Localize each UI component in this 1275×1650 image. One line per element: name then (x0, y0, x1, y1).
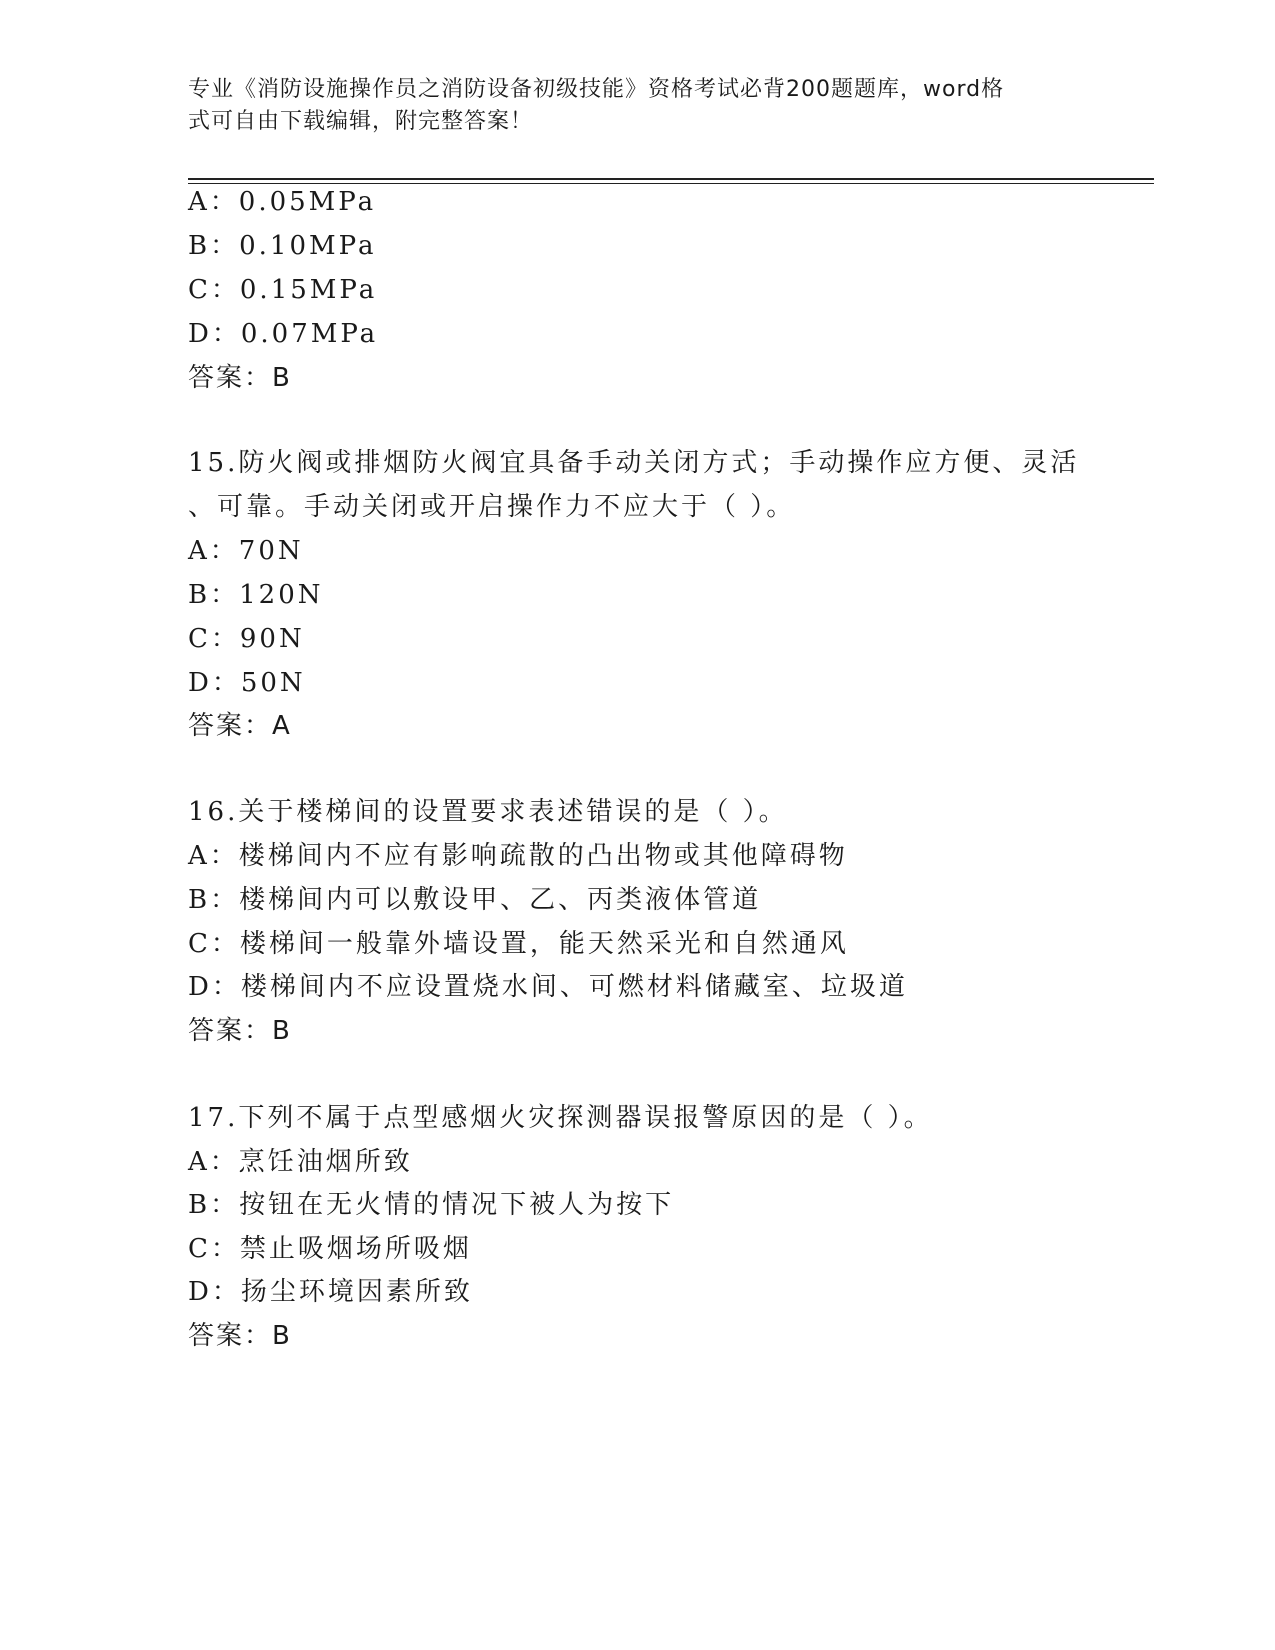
document-header (188, 74, 1068, 138)
q15-stem-line-1: 15.防火阀或排烟防火阀宜具备手动关闭方式；手动操作应方便、灵活 (188, 448, 1080, 478)
q15-answer: 答案：A (188, 711, 292, 741)
q15-option-d: D：50N (188, 668, 306, 698)
q14-option-c: C：0.15MPa (188, 275, 378, 305)
q16-option-d: D：楼梯间内不应设置烧水间、可燃材料储藏室、垃圾道 (188, 972, 908, 1002)
q14-option-a: A：0.05MPa (188, 187, 377, 217)
q15-option-c: C：90N (188, 624, 305, 654)
q17-option-b: B：按钮在无火情的情况下被人为按下 (188, 1190, 675, 1220)
q16-answer: 答案：B (188, 1016, 292, 1046)
q17-option-d: D：扬尘环境因素所致 (188, 1277, 473, 1307)
q16-option-a: A：楼梯间内不应有影响疏散的凸出物或其他障碍物 (188, 841, 848, 871)
q15-option-a: A：70N (188, 536, 304, 566)
q16-stem: 16.关于楼梯间的设置要求表述错误的是（ ）。 (188, 797, 788, 827)
q17-option-a: A：烹饪油烟所致 (188, 1147, 413, 1177)
header-line-2: 式可自由下载编辑，附完整答案！ (188, 109, 534, 134)
q16-option-c: C：楼梯间一般靠外墙设置，能天然采光和自然通风 (188, 929, 849, 959)
q16-option-b: B：楼梯间内可以敷设甲、乙、丙类液体管道 (188, 885, 762, 915)
q15-option-b: B：120N (188, 580, 324, 610)
q17-option-c: C：禁止吸烟场所吸烟 (188, 1234, 472, 1264)
q14-option-d: D：0.07MPa (188, 319, 379, 349)
q15-stem-line-2: 、可靠。手动关闭或开启操作力不应大于（ ）。 (188, 492, 796, 522)
q17-stem: 17.下列不属于点型感烟火灾探测器误报警原因的是（ ）。 (188, 1103, 933, 1133)
header-line-1: 专业《消防设施操作员之消防设备初级技能》资格考试必背200题题库，word格 (188, 77, 1005, 102)
header-divider-thin (188, 183, 1154, 184)
header-divider-thick (188, 178, 1154, 180)
q14-option-b: B：0.10MPa (188, 231, 377, 261)
q14-answer: 答案：B (188, 363, 292, 393)
q17-answer: 答案：B (188, 1321, 292, 1351)
